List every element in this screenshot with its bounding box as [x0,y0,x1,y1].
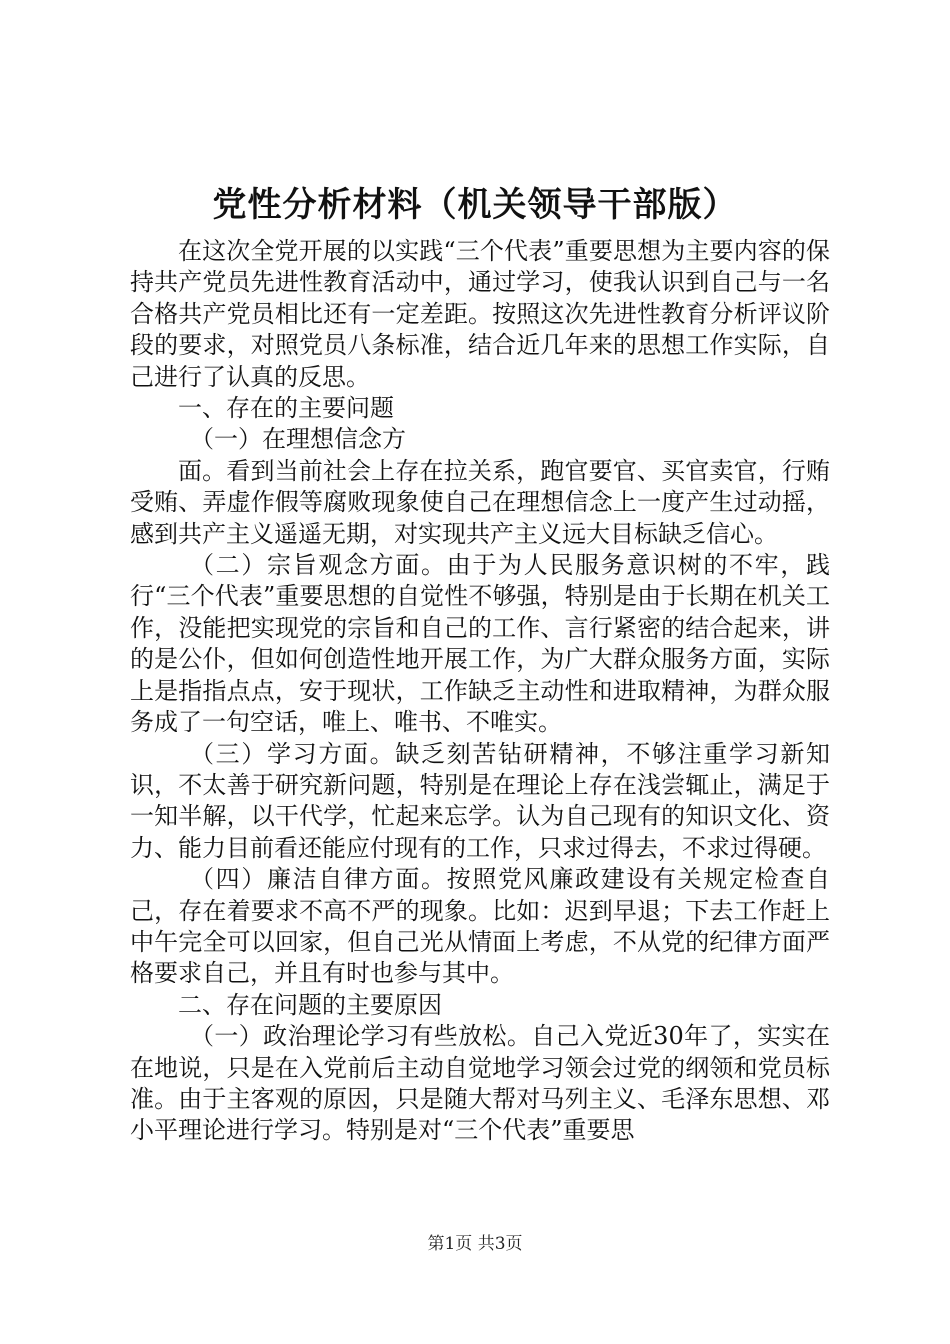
intro-paragraph: 在这次全党开展的以实践“三个代表”重要思想为主要内容的保持共产党员先进性教育活动中，通过学习，使我认识到自己与一名合格共产党员相比还有一定差距。按照这次先进性教育分析评议阶段的要求，对照党员八条标准，结合近几年来的思想工作实际，自己进行了认真的反思。 [130,237,830,391]
study-paragraph: （三）学习方面。缺乏刻苦钻研精神，不够注重学习新知识，不太善于研究新问题，特别是在理论上存在浅尝辄止，满足于一知半解，以干代学，忙起来忘学。认为自己现有的知识文化、资力、能力目前看还能应付现有的工作，只求过得去，不求过得硬。 [130,739,830,862]
section-heading-causes: 二、存在问题的主要原因 [178,990,442,1019]
document-body [130,236,830,1147]
document-title: 党性分析材料（机关领导干部版） [212,185,738,225]
section-heading-problems: 一、存在的主要问题 [178,394,394,423]
integrity-paragraph: （四）廉洁自律方面。按照党风廉政建设有关规定检查自己，存在着要求不高不严的现象。比如：迟到早退；下去工作赶上中午完全可以回家，但自己光从情面上考虑，不从党的纪律方面严格要求自己，并且有时也参与其中。 [130,865,830,988]
subsection-heading-ideals: （一）在理想信念方 [190,425,406,454]
purpose-paragraph: （二）宗旨观念方面。由于为人民服务意识树的不牢，践行“三个代表”重要思想的自觉性不够强，特别是由于长期在机关工作，没能把实现党的宗旨和自己的工作、言行紧密的结合起来，讲的是公仆，但如何创造性地开展工作，为广大群众服务方面，实际上是指指点点，安于现状，工作缺乏主动性和进取精神，为群众服务成了一句空话，唯上、唯书、不唯实。 [130,551,830,737]
page-number-footer: 第1页 共3页 [427,1234,523,1254]
ideals-paragraph: 面。看到当前社会上存在拉关系，跑官要官、买官卖官，行贿受贿、弄虚作假等腐败现象使自己在理想信念上一度产生过动摇，感到共产主义遥遥无期，对实现共产主义远大目标缺乏信心。 [130,456,830,548]
theory-study-paragraph: （一）政治理论学习有些放松。自己入党近30年了，实实在在地说，只是在入党前后主动自觉地学习领会过党的纲领和党员标准。由于主客观的原因，只是随大帮对马列主义、毛泽东思想、邓小平理论进行学习。特别是对“三个代表”重要思 [130,1022,830,1145]
